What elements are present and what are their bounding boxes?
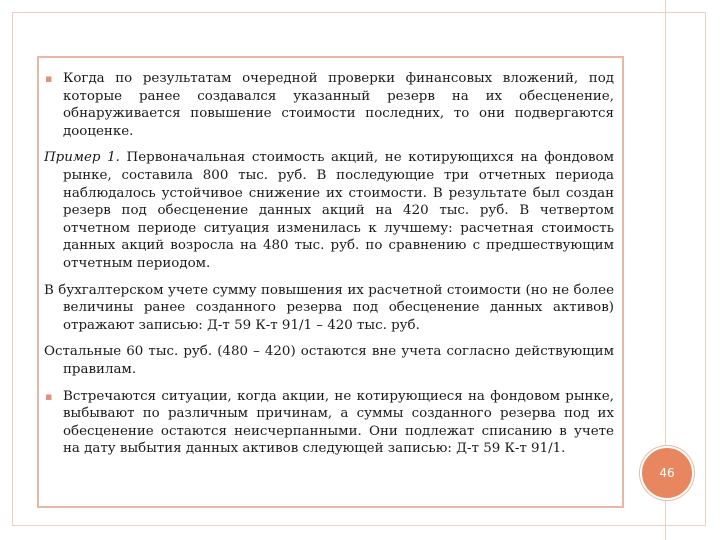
bullet-icon: ▪	[45, 389, 53, 403]
paragraph-text: Остальные 60 тыс. руб. (480 – 420) остаются вне учета согласно действующим правилам.	[44, 344, 614, 377]
bullet-icon: ▪	[45, 72, 53, 85]
paragraph-text: Когда по результатам очередной проверки финансовых вложений, под которые ранее создавался указанный резерв на их обесценение, обнаруживается повышение стоимости последних, то они подвергаются дооценке.	[63, 71, 614, 139]
slide-content	[44, 70, 614, 467]
example-label: Пример 1.	[44, 150, 120, 166]
paragraph-revaluation	[44, 70, 614, 140]
paragraph-text: Встречаются ситуации, когда акции, не котирующиеся на фондовом рынке, выбывают по различным причинам, а суммы созданного резерва под их обесценение остаются неисчерпанными. Они подлежат списанию в учете на дату выбытия данных активов следующей записью: Д-т 59 К-т 91/1.	[63, 388, 614, 457]
paragraph-remainder	[44, 343, 614, 378]
paragraph-disposal	[44, 388, 614, 458]
paragraph-example	[44, 149, 614, 272]
paragraph-text: В бухгалтерском учете сумму повышения их расчетной стоимости (но не более величины ранее созданного резерва под обесценение данных активов) отражают записью: Д-т 59 К-т 91/1 – 420 тыс. руб.	[44, 282, 614, 333]
page-number-badge: 46	[640, 446, 694, 500]
paragraph-text: Первоначальная стоимость акций, не котирующихся на фондовом рынке, составила 800 тыс. руб. В последующие три отчетных периода наблюдалось устойчивое снижение их стоимости. В результате был создан резерв под обесценение данных акций на 420 тыс. руб. В четвертом отчетном периоде ситуация изменилась к лучшему: расчетная стоимость данных акций возросла на 480 тыс. руб. по сравнению с предшествующим отчетным периодом.	[63, 150, 614, 271]
paragraph-accounting-entry	[44, 282, 614, 335]
